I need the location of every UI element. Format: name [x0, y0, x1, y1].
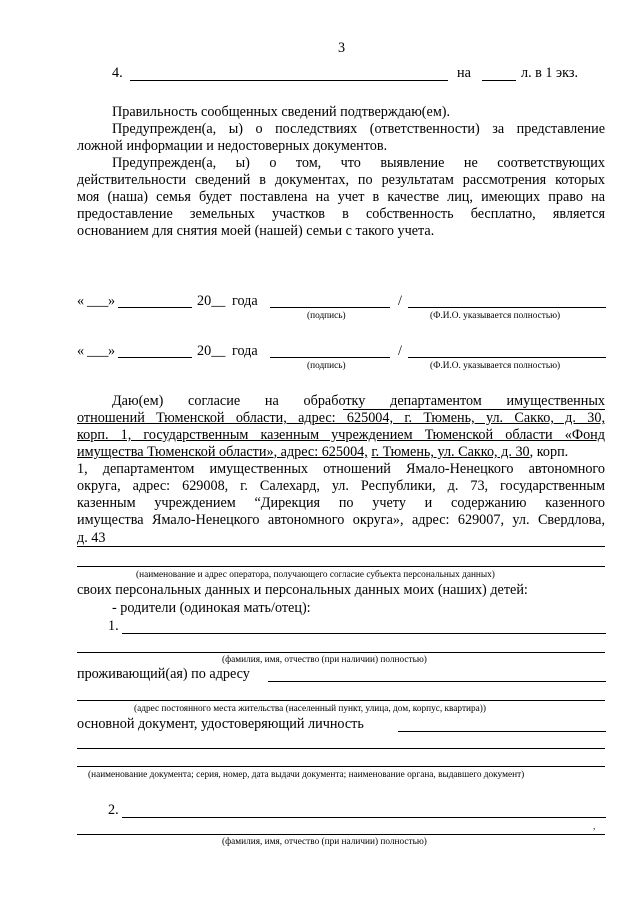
- consent-line: имущества Ямало-Ненецкого автономного округа», адрес: 629007, ул. Свердлова,: [77, 512, 605, 528]
- fio-blank[interactable]: [408, 357, 606, 358]
- signature-caption: (подпись): [307, 311, 346, 321]
- person1-residing-label: проживающий(ая) по адресу: [77, 666, 250, 682]
- confirm-line: предоставление земельных участков в собственность бесплатно, является: [77, 206, 605, 222]
- consent-line: 1, департаментом имущественных отношений Ямало-Ненецкого автономного: [77, 461, 605, 477]
- item4-copies: л. в 1 экз.: [521, 65, 579, 81]
- confirm-line: моя (наша) семья будет поставлена на учет в качестве лиц, имеющих право на: [77, 189, 605, 205]
- person1-address-line-2[interactable]: [77, 700, 605, 701]
- person2-number: 2.: [108, 802, 119, 818]
- person1-fio-line[interactable]: [122, 633, 606, 634]
- signature-blank[interactable]: [270, 307, 390, 308]
- page-number: 3: [338, 40, 346, 56]
- consent-line: казенным учреждением “Дирекция по учету и содержанию казенного: [77, 495, 605, 511]
- operator-caption: (наименование и адрес оператора, получающего согласие субъекта персональных данных): [136, 570, 495, 580]
- date-year-word: года: [232, 293, 258, 309]
- fio-caption: (Ф.И.О. указывается полностью): [430, 361, 561, 371]
- consent-line: [77, 444, 605, 461]
- person1-doc-line[interactable]: [398, 731, 606, 732]
- person1-fio-caption: (фамилия, имя, отчество (при наличии) полностью): [222, 655, 427, 665]
- date-month-blank[interactable]: [118, 307, 192, 308]
- item4-blank-line[interactable]: [130, 80, 448, 81]
- confirm-line: основанием для снятия моей (нашей) семьи с такого учета.: [77, 223, 435, 239]
- person2-comma: ,: [593, 822, 596, 832]
- person1-doc-line-3[interactable]: [77, 766, 605, 767]
- signature-blank[interactable]: [270, 357, 390, 358]
- consent-fund-address: , адрес: 625004,: [273, 444, 368, 460]
- person2-fio-caption: (фамилия, имя, отчество (при наличии) полностью): [222, 837, 427, 847]
- person1-address-line[interactable]: [268, 681, 606, 682]
- consent-purpose: своих персональных данных и персональных данных моих (наших) детей:: [77, 582, 528, 598]
- consent-line: корп. 1, государственным казенным учреждением Тюменской области «Фонд: [77, 427, 605, 443]
- date-year-word: года: [232, 343, 258, 359]
- date-open-quote: «: [77, 293, 85, 309]
- date-day-blank[interactable]: ___: [87, 343, 109, 359]
- slash: /: [398, 293, 402, 309]
- date-month-blank[interactable]: [118, 357, 192, 358]
- confirm-line: Предупрежден(а, ы) о последствиях (ответственности) за представление: [112, 121, 605, 137]
- confirm-line: действительности сведений в документах, по результатам рассмотрения которых: [77, 172, 605, 188]
- person1-doc-label: основной документ, удостоверяющий личность: [77, 716, 364, 732]
- item4-na: на: [457, 65, 471, 81]
- confirm-line: Правильность сообщенных сведений подтверждаю(ем).: [112, 104, 451, 120]
- parents-label: - родители (одинокая мать/отец):: [112, 600, 311, 616]
- consent-line: округа, адрес: 629008, г. Салехард, ул. Республики, д. 73, государственным: [77, 478, 605, 494]
- consent-fund-corp: , корп.: [529, 444, 569, 460]
- signature-caption: (подпись): [307, 361, 346, 371]
- person1-number: 1.: [108, 618, 119, 634]
- slash: /: [398, 343, 402, 359]
- person2-fio-line-2[interactable]: [77, 834, 605, 835]
- date-year[interactable]: 20__: [197, 293, 226, 309]
- person1-address-caption: (адрес постоянного места жительства (населенный пункт, улица, дом, корпус, квартира)): [134, 704, 486, 714]
- person1-doc-line-2[interactable]: [77, 748, 605, 749]
- date-close-quote: »: [108, 343, 116, 359]
- confirm-line: ложной информации и недостоверных документов.: [77, 138, 388, 154]
- person1-doc-caption: (наименование документа; серия, номер, дата выдачи документа; наименование органа, выдавшего документ): [88, 770, 525, 780]
- person2-fio-line[interactable]: [122, 817, 606, 818]
- consent-line: отношений Тюменской области, адрес: 625004, г. Тюмень, ул. Сакко, д. 30,: [77, 410, 605, 426]
- date-year[interactable]: 20__: [197, 343, 226, 359]
- date-close-quote: »: [108, 293, 116, 309]
- date-day-blank[interactable]: ___: [87, 293, 109, 309]
- consent-line: Даю(ем) согласие на обработку департаментом имущественных: [112, 393, 605, 409]
- fio-blank[interactable]: [408, 307, 606, 308]
- item4-number: 4.: [112, 65, 123, 81]
- confirm-line: Предупрежден(а, ы) о том, что выявление не соответствующих: [112, 155, 605, 171]
- fio-caption: (Ф.И.О. указывается полностью): [430, 311, 561, 321]
- consent-last-line: д. 43: [77, 530, 106, 546]
- operator-line-2[interactable]: [77, 566, 605, 567]
- date-open-quote: «: [77, 343, 85, 359]
- consent-fund-name: имущества Тюменской области»: [77, 444, 274, 460]
- item4-sheets-blank[interactable]: [482, 80, 516, 81]
- person1-fio-line-2[interactable]: [77, 652, 605, 653]
- consent-fund-street: г. Тюмень, ул. Сакко, д. 30: [371, 444, 530, 460]
- operator-line[interactable]: [77, 546, 605, 547]
